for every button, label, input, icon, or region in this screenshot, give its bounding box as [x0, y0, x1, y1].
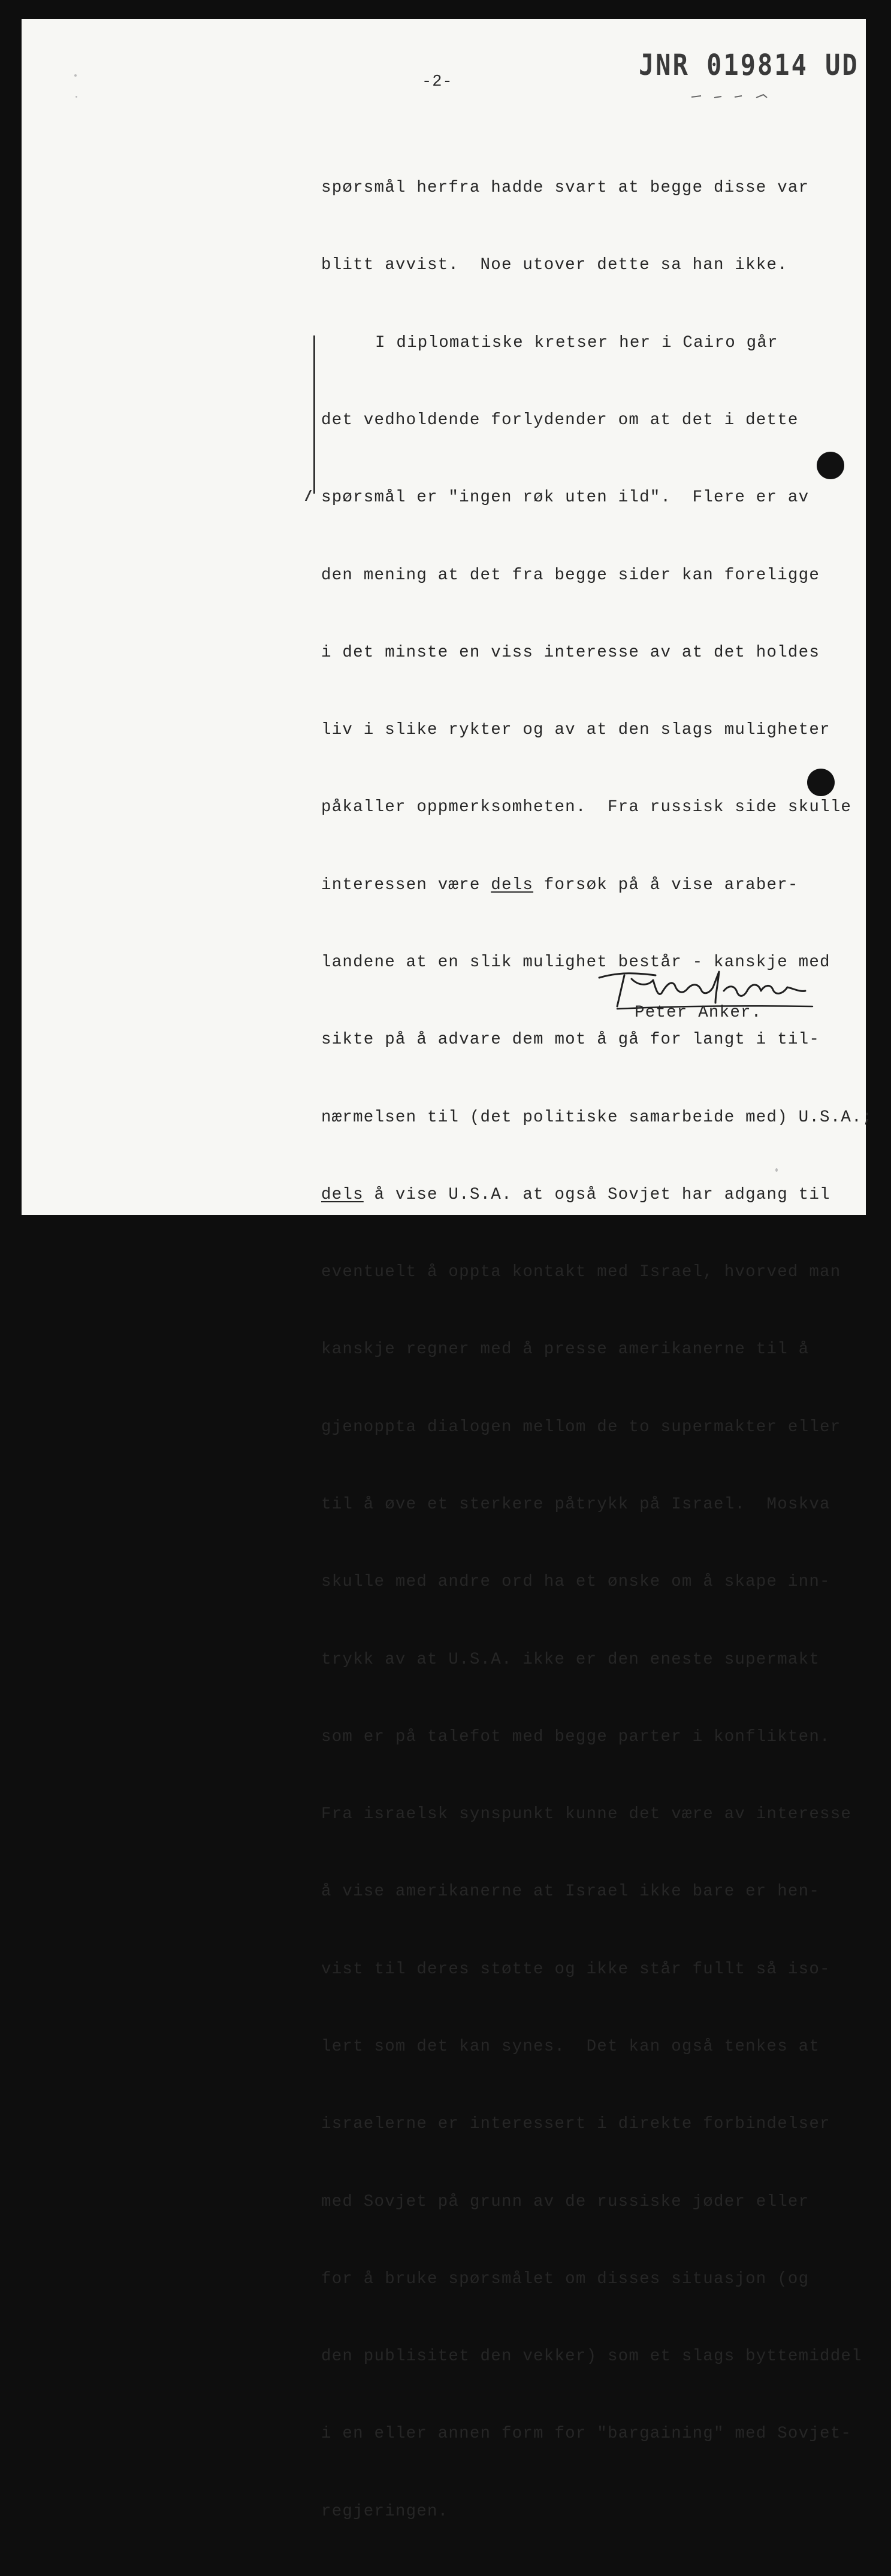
paper-speck [775, 1168, 778, 1172]
text-line: som er på talefot med begge parter i konflikten. [321, 1727, 830, 1746]
paper-speck [74, 74, 77, 77]
text-line: eventuelt å oppta kontakt med Israel, hvorved man [321, 1263, 841, 1282]
text-line: å vise amerikanerne at Israel ikke bare er hen- [321, 1882, 820, 1901]
text-line-with-underline [321, 872, 860, 898]
text-line: israelerne er interessert i direkte forbindelser [321, 2115, 830, 2134]
text-line: til å øve et sterkere påtrykk på Israel. Moskva [321, 1495, 830, 1514]
text-line: landene at en slik mulighet består - kanskje med [321, 953, 830, 972]
text-line: i det minste en viss interesse av at det holdes [321, 643, 820, 662]
document-page [22, 19, 873, 2521]
paper-speck [75, 96, 77, 98]
margin-marking-line [313, 335, 315, 494]
text-line: spørsmål er "ingen røk uten ild". Flere er av [321, 488, 810, 507]
text-line: regjeringen. [321, 2502, 449, 2521]
page-number: -2- [422, 73, 453, 91]
text-line: for å bruke spørsmålet om disses situasjon (og [321, 2269, 810, 2288]
journal-number-stamp: JNR 019814 UD [639, 48, 859, 82]
text-line: den publisitet den vekker) som et slags byttemiddel [321, 2347, 862, 2366]
text-line: Fra israelsk synspunkt kunne det være av interesse [321, 1805, 852, 1824]
text-segment: interessen være [321, 875, 491, 894]
margin-marking-tick [305, 490, 318, 501]
text-segment: forsøk på å vise araber- [533, 875, 799, 894]
signer-name: Peter Anker. [635, 1003, 762, 1022]
text-line: lert som det kan synes. Det kan også tenkes at [321, 2037, 820, 2056]
text-line: kanskje regner med å presse amerikanerne til å [321, 1340, 810, 1359]
letter-body [321, 123, 873, 2576]
text-line: spørsmål herfra hadde svart at begge disse var [321, 179, 810, 198]
text-line: nærmelsen til (det politiske samarbeide med) U.S.A.; [321, 1108, 873, 1127]
text-line: i en eller annen form for "bargaining" med Sovjet- [321, 2424, 852, 2444]
text-line: liv i slike rykter og av at den slags muligheter [321, 721, 830, 740]
text-line: skulle med andre ord ha et ønske om å skape inn- [321, 1573, 830, 1592]
punch-hole [807, 769, 835, 796]
underlined-word: dels [491, 875, 534, 894]
text-line: vist til deres støtte og ikke står fullt så iso- [321, 1960, 830, 1979]
text-line: den mening at det fra begge sider kan foreligge [321, 566, 820, 585]
text-line: blitt avvist. Noe utover dette sa han ikke. [321, 256, 788, 275]
text-segment: å vise U.S.A. at også Sovjet har adgang til [363, 1185, 830, 1204]
text-line: gjenoppta dialogen mellom de to supermakter eller [321, 1417, 841, 1437]
underlined-word: dels [321, 1185, 364, 1204]
text-line: sikte på å advare dem mot å gå for langt i til- [321, 1030, 820, 1050]
paragraph-start-line: I diplomatiske kretser her i Cairo går [375, 333, 778, 352]
text-line: med Sovjet på grunn av de russiske jøder eller [321, 2192, 810, 2211]
text-line: det vedholdende forlydender om at det i dette [321, 411, 799, 430]
punch-hole [817, 452, 844, 479]
text-line: påkaller oppmerksomheten. Fra russisk side skulle [321, 798, 852, 817]
text-line: trykk av at U.S.A. ikke er den eneste supermakt [321, 1650, 820, 1669]
text-line-with-underline [321, 1182, 860, 1208]
stamp-mark [690, 92, 774, 101]
